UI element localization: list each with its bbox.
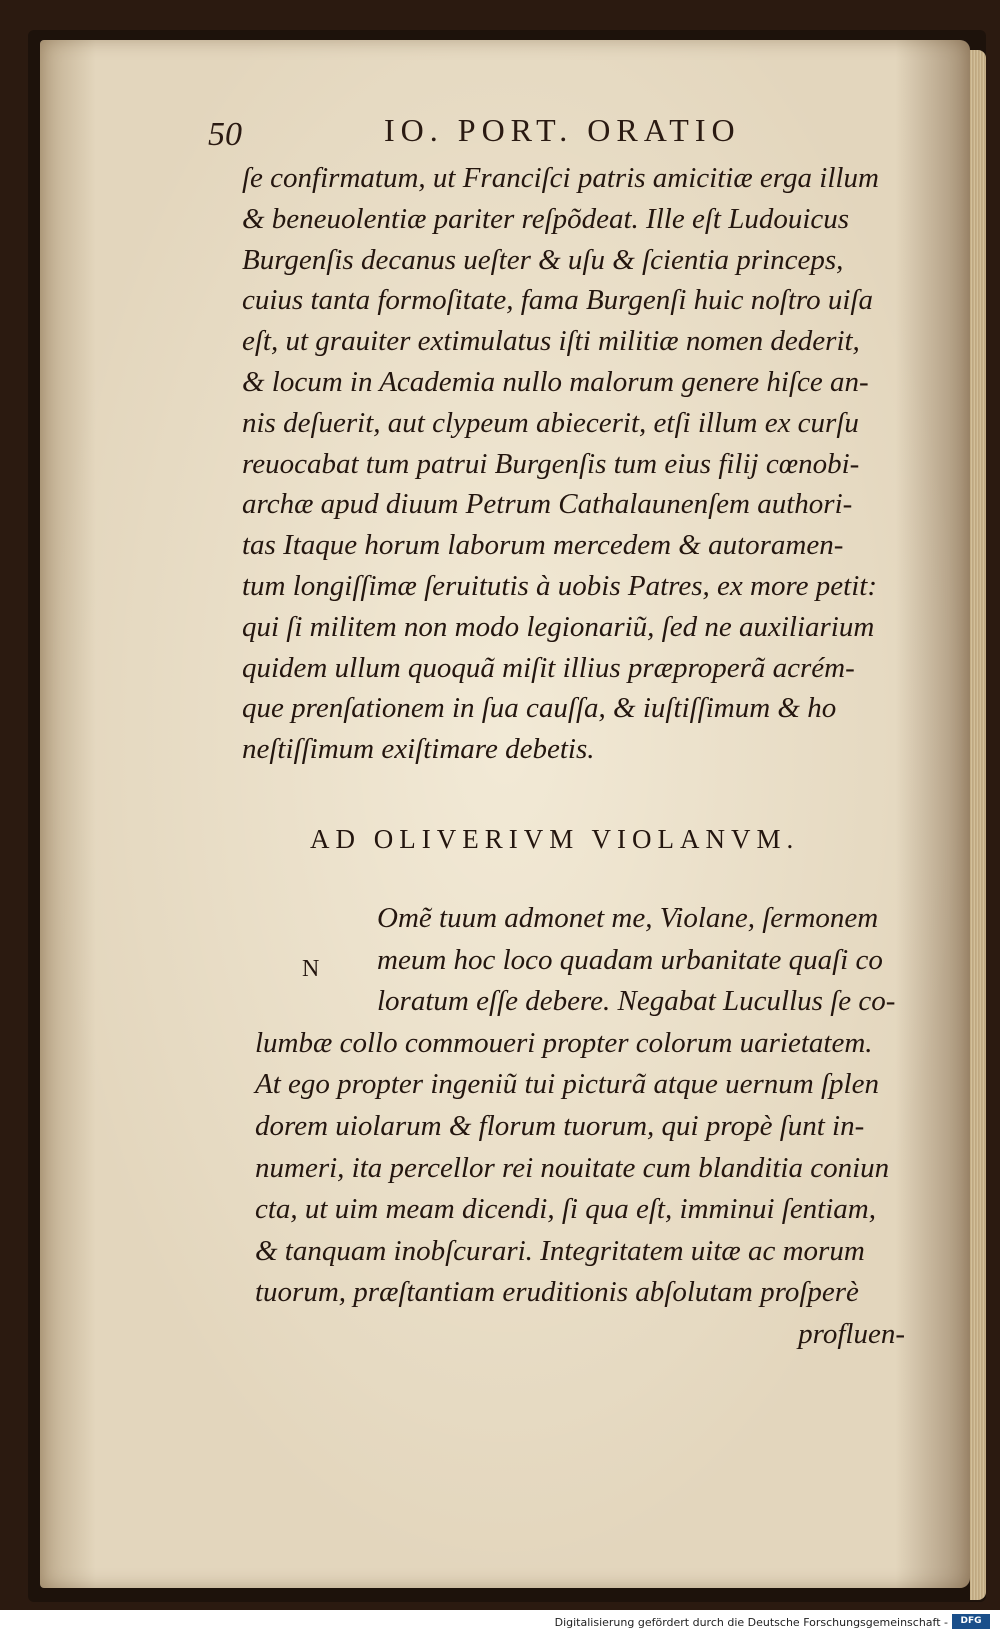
text-line: loratum eſſe debere. Negabat Lucullus ſe co- xyxy=(377,985,896,1018)
text-line: tas Itaque horum laborum mercedem & autoramen- xyxy=(242,529,844,562)
page-header xyxy=(208,112,768,156)
text-line: neſtiſſimum exiſtimare debetis. xyxy=(242,733,595,766)
text-line: meum hoc loco quadam urbanitate quaſi co xyxy=(377,943,883,976)
text-line: nis deſuerit, aut clypeum abiecerit, etſi illum ex curſu xyxy=(242,406,859,439)
text-line: cta, ut uim meam dicendi, ſi qua eſt, imminui ſentiam, xyxy=(255,1193,876,1226)
text-line: & beneuolentiæ pariter reſpõdeat. Ille eſt Ludouicus xyxy=(242,202,850,235)
funding-credit: Digitalisierung gefördert durch die Deutsche Forschungsgemeinschaft - xyxy=(554,1616,948,1629)
letter-text xyxy=(255,898,935,1356)
text-line: tuorum, præſtantiam eruditionis abſolutam proſperè xyxy=(255,1276,859,1309)
text-line: cuius tanta formoſitate, fama Burgenſi huic noſtro uiſa xyxy=(242,284,873,317)
running-head: IO. PORT. ORATIO xyxy=(384,112,741,148)
text-line: & tanquam inobſcurari. Integritatem uitæ ac morum xyxy=(255,1234,865,1267)
text-line: lumbæ collo commoueri propter colorum uarietatem. xyxy=(255,1026,873,1059)
oration-text xyxy=(242,158,922,770)
text-line: archæ apud diuum Petrum Cathalaunenſem authori- xyxy=(242,488,853,521)
letter-heading: AD OLIVERIVM VIOLANVM. xyxy=(310,824,800,854)
guide-letter: N xyxy=(302,956,320,982)
dfg-logo-icon: DFG xyxy=(952,1614,990,1629)
text-line: & locum in Academia nullo malorum genere hiſce an- xyxy=(242,365,869,398)
text-line: ſe confirmatum, ut Franciſci patris amicitiæ erga illum xyxy=(242,162,879,194)
text-line: Omẽ tuum admonet me, Violane, ſermonem xyxy=(377,902,879,934)
text-line: qui ſi militem non modo legionariũ, ſed ne auxiliarium xyxy=(242,610,875,643)
text-line: eſt, ut grauiter extimulatus iſti militiæ nomen dederit, xyxy=(242,325,860,358)
catchword: profluen- xyxy=(798,1317,905,1350)
text-line: reuocabat tum patrui Burgenſis tum eius filij cœnobi- xyxy=(242,447,860,480)
text-line: que prenſationem in ſua cauſſa, & iuſtiſſimum & ho xyxy=(242,692,837,725)
page-number: 50 xyxy=(208,116,242,153)
text-line: At ego propter ingeniũ tui picturã atque uernum ſplen xyxy=(255,1068,879,1101)
text-line: tum longiſſimæ ſeruitutis à uobis Patres, ex more petit: xyxy=(242,569,877,602)
text-line: Burgenſis decanus ueſter & uſu & ſcientia princeps, xyxy=(242,243,844,276)
text-line: quidem ullum quoquã miſit illius præproperã acrém- xyxy=(242,651,855,684)
text-line: numeri, ita percellor rei nouitate cum blanditia coniun xyxy=(255,1151,890,1184)
text-line: dorem uiolarum & florum tuorum, qui propè ſunt in- xyxy=(255,1109,865,1142)
page-edges xyxy=(970,50,986,1600)
